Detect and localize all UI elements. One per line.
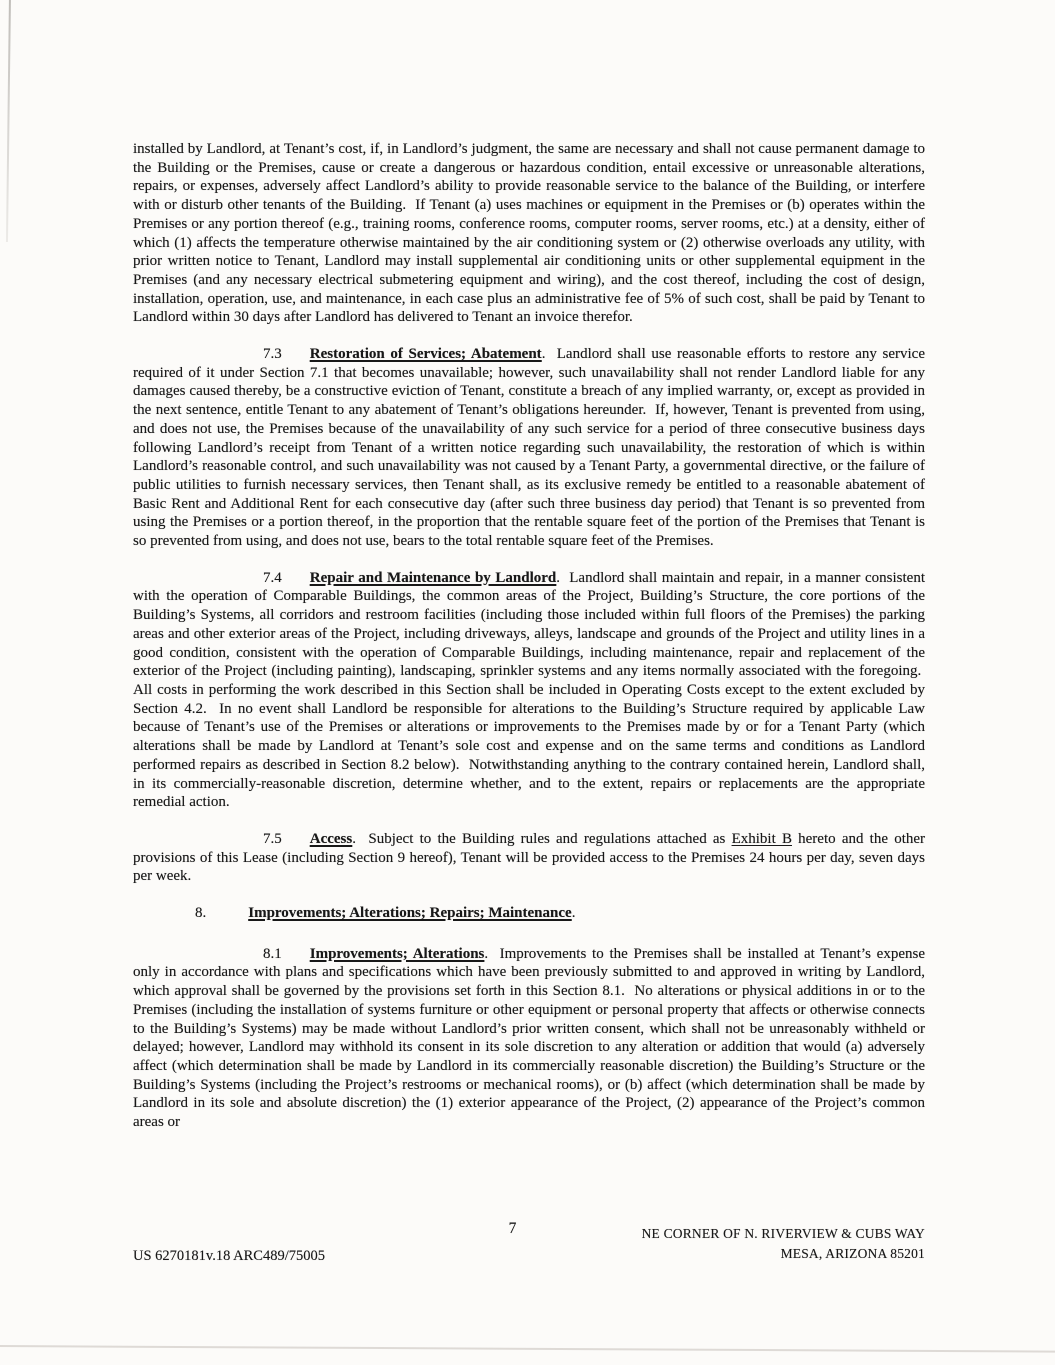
section-number: 7.3 xyxy=(263,346,282,363)
section-heading: Improvements; Alterations xyxy=(309,945,485,962)
section-heading: Access xyxy=(309,830,353,847)
page-number: 7 xyxy=(508,1220,517,1237)
scan-artifact-left-edge xyxy=(6,0,11,242)
footer-address-line1: NE CORNER OF N. RIVERVIEW & CUBS WAY xyxy=(641,1226,925,1241)
footer-address xyxy=(642,1224,925,1264)
document-body xyxy=(133,140,925,1150)
section-7.5: 7.5 Access. Subject to the Building rules and regulations attached as Exhibit B hereto and the other provisions of this Lease (including Section 9 hereof), Tenant will be provided access to the Premises 24 hours per day, seven days per week. xyxy=(133,830,926,885)
section-heading: Restoration of Services; Abatement xyxy=(309,346,542,363)
section-heading: Improvements; Alterations; Repairs; Maintenance xyxy=(248,905,572,922)
section-number: 8. xyxy=(195,905,207,922)
underlined-reference: Exhibit B xyxy=(731,830,792,847)
section-7.4: 7.4 Repair and Maintenance by Landlord. Landlord shall maintain and repair, in a manner consistent with the operation of Comparable Buildings, the common areas of the Project, Building’s Structure, the core portions of the Building’s Systems, all corridors and restroom facilities (including those included within full floors of the Premises) the parking areas and other exterior areas of the Project, including driveways, alleys, landscape and grounds of the Project and utility lines in a good condition, consistent with the operation of Comparable Buildings, including maintenance, repair and replacement of the exterior of the Project (including painting), landscaping, sprinkler systems and any items normally associated with the foregoing. All costs in performing the work described in this Section shall be included in Operating Costs except to the extent excluded by Section 4.2. In no event shall Landlord be responsible for alterations to the Building’s Structure required by applicable Law because of Tenant’s use of the Premises or alterations or improvements to the Premises made by or for a Tenant Party (which alterations shall be made by Landlord at Tenant’s sole cost and expense and on the same terms and conditions as Landlord performed repairs as described in Section 8.2 below). Notwithstanding anything to the contrary contained herein, Landlord shall, in its commercially-reasonable discretion, determine whether, and to the extent, repairs or replacements are the appropriate remedial action. xyxy=(133,569,925,811)
section-8.1: 8.1 Improvements; Alterations. Improvements to the Premises shall be installed at Tenant’s expense only in accordance with plans and specifications which have been previously submitted to and approved in writing by Landlord, which approval shall be governed by the provisions set forth in this Section 8.1. No alterations or physical additions in or to the Premises (including the installation of systems furniture or other equipment or personal property that affects or otherwise connects to the Building’s Systems) may be made without Landlord’s prior written consent, which shall not be unreasonably withheld or delayed; however, Landlord may withhold its consent in its sole discretion to any alteration or addition that would (a) adversely affect (which determination shall be made by Landlord in its commercially reasonable discretion) the Building’s Structure or the Building’s Systems (including the Project’s restrooms or mechanical rooms), or (b) affect (which determination shall be made by Landlord in its sole and absolute discretion) the (1) exterior appearance of the Project, (2) appearance of the Project’s common areas or xyxy=(133,945,925,1131)
section-heading: Repair and Maintenance by Landlord xyxy=(309,569,557,586)
footer-address-line2: MESA, ARIZONA 85201 xyxy=(780,1246,925,1261)
section-number: 8.1 xyxy=(263,945,282,962)
footer-doc-id: US 6270181v.18 ARC489/75005 xyxy=(133,1248,326,1264)
section-number: 7.4 xyxy=(263,569,282,586)
scan-artifact-bottom-line xyxy=(0,1345,1055,1353)
section-7.3: 7.3 Restoration of Services; Abatement. Landlord shall use reasonable efforts to restore any service required of it under Section 7.1 that becomes unavailable; however, such unavailability shall not render Landlord liable for any damages caused thereby, be a constructive eviction of Tenant, constitute a breach of any implied warranty, or, except as provided in the next sentence, entitle Tenant to any abatement of Tenant’s obligations hereunder. If, however, Tenant is prevented from using, and does not use, the Premises because of the unavailability of any such service for a period of three consecutive business days following Landlord’s receipt from Tenant of a written notice regarding such unavailability, the restoration of which is within Landlord’s reasonable control, and such unavailability was not caused by a Tenant Party, a governmental directive, or the failure of public utilities to furnish necessary services, then Tenant shall, as its exclusive remedy be entitled to a reasonable abatement of Basic Rent and Additional Rent for each consecutive day (after such three business day period) that Tenant is so prevented from using the Premises or a portion thereof, in the proportion that the rentable square feet of the portion of the Premises that Tenant is so prevented from using, and does not use, bears to the total rentable square feet of the Premises. xyxy=(133,346,925,550)
section-8: 8. Improvements; Alterations; Repairs; Maintenance. xyxy=(195,905,576,922)
section-number: 7.5 xyxy=(263,830,282,847)
paragraph-continuation: installed by Landlord, at Tenant’s cost, if, in Landlord’s judgment, the same are necessary and shall not cause permanent damage to the Building or the Premises, cause or create a dangerous or hazardous condition, entail excessive or unreasonable alterations, repairs, or expenses, adversely affect Landlord’s ability to provide reasonable service to the balance of the Building, or interfere with or disturb other tenants of the Building. If Tenant (a) uses machines or equipment in the Premises or (b) operates within the Premises or any portion thereof (e.g., training rooms, conference rooms, computer rooms, server rooms, etc.) at a density, either of which (1) affects the temperature otherwise maintained by the air conditioning system or (2) otherwise overloads any utility, with prior written notice to Tenant, Landlord may install supplemental air conditioning units or other supplemental equipment in the Premises (and any necessary electrical submetering equipment and wiring), and the cost thereof, including the cost of design, installation, operation, use, and maintenance, in each case plus an administrative fee of 5% of such cost, shall be paid by Tenant to Landlord within 30 days after Landlord has delivered to Tenant an invoice therefor. xyxy=(133,141,925,326)
